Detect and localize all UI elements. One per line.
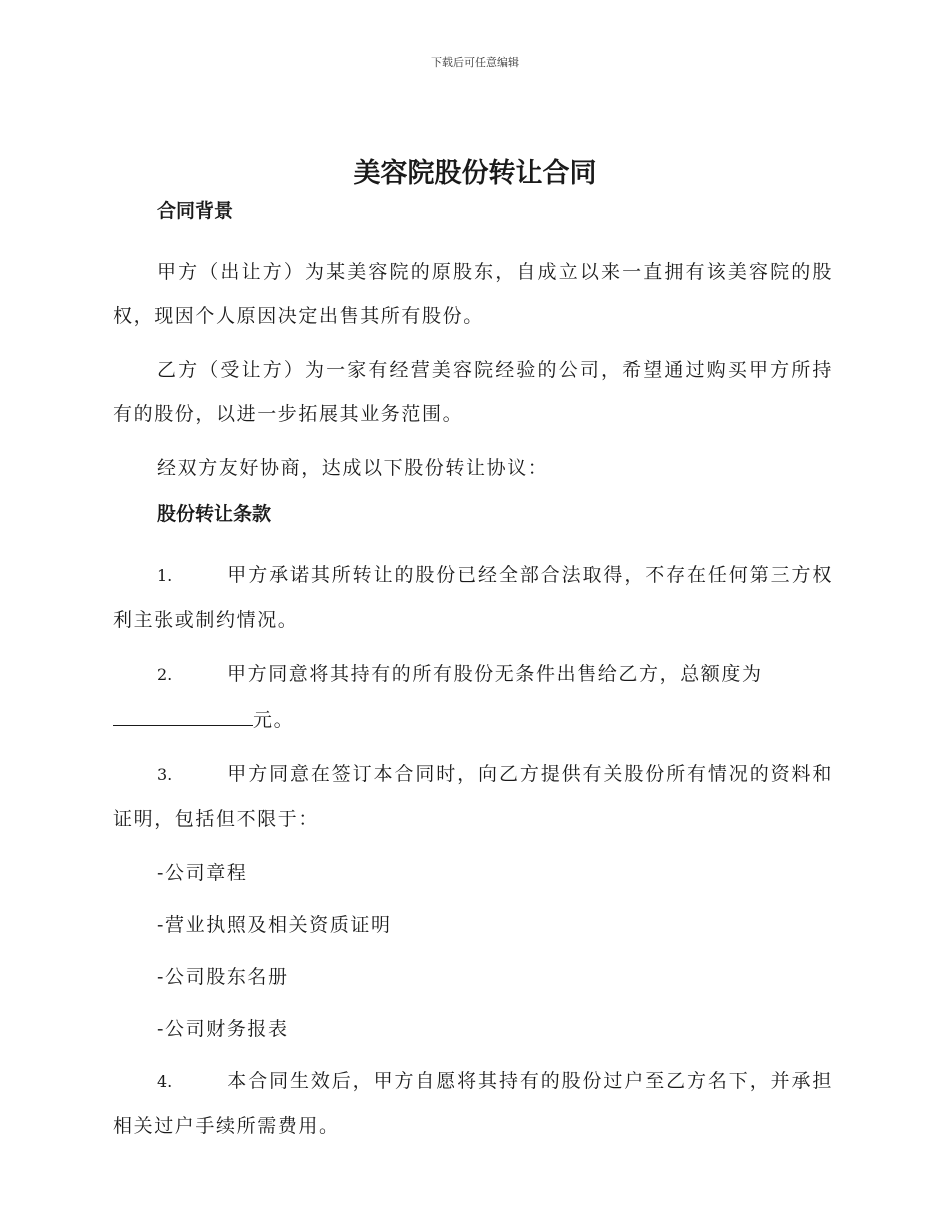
paragraph-party-a: 甲方（出让方）为某美容院的原股东，自成立以来一直拥有该美容院的股权，现因个人原因决定出售其所有股份。 xyxy=(113,261,833,327)
list-item: -公司股东名册 xyxy=(157,966,289,988)
clause-number: 2. xyxy=(157,665,173,684)
list-item: -营业执照及相关资质证明 xyxy=(157,914,392,936)
clause-number: 1. xyxy=(157,566,173,585)
amount-blank-line[interactable] xyxy=(113,697,253,726)
paragraph-agreement-intro: 经双方友好协商，达成以下股份转让协议： xyxy=(157,457,549,479)
clause-text: 甲方同意将其持有的所有股份无条件出售给乙方，总额度为 xyxy=(227,663,763,685)
clause-4 xyxy=(113,1059,833,1148)
section-heading-terms: 股份转让条款 xyxy=(157,503,272,525)
clause-number: 3. xyxy=(157,765,173,784)
clause-suffix: 元。 xyxy=(253,709,295,731)
paragraph-party-b: 乙方（受让方）为一家有经营美容院经验的公司，希望通过购买甲方所持有的股份，以进一步拓展其业务范围。 xyxy=(113,359,833,425)
page-header-note: 下载后可任意编辑 xyxy=(431,56,519,69)
list-item: -公司章程 xyxy=(157,862,248,884)
clause-text: 本合同生效后，甲方自愿将其持有的股份过户至乙方名下，并承担相关过户手续所需费用。 xyxy=(113,1070,833,1137)
document-body xyxy=(113,197,833,1158)
clause-text: 甲方承诺其所转让的股份已经全部合法取得，不存在任何第三方权利主张或制约情况。 xyxy=(113,564,833,631)
clause-3 xyxy=(113,752,833,841)
document-title: 美容院股份转让合同 xyxy=(353,158,597,189)
list-item: -公司财务报表 xyxy=(157,1018,289,1040)
clause-2 xyxy=(113,652,833,742)
clause-text: 甲方同意在签订本合同时，向乙方提供有关股份所有情况的资料和证明，包括但不限于： xyxy=(113,763,833,830)
clause-1 xyxy=(113,553,833,642)
section-heading-background: 合同背景 xyxy=(157,200,234,222)
clause-number: 4. xyxy=(157,1072,173,1091)
